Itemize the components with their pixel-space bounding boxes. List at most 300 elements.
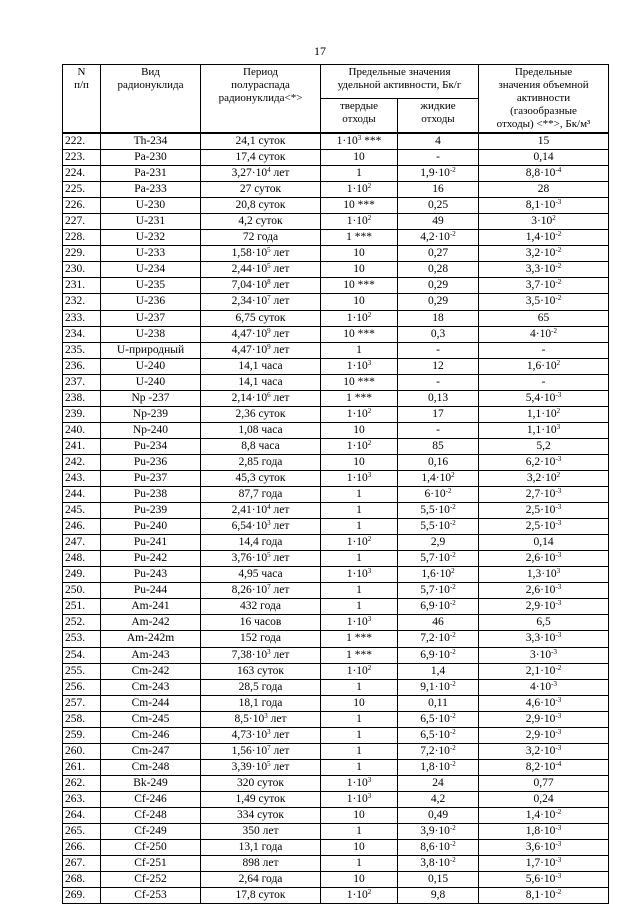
solid-activity: 10 *** bbox=[321, 326, 398, 342]
half-life: 898 лет bbox=[201, 856, 321, 872]
table-row bbox=[63, 711, 609, 727]
half-life: 24,1 суток bbox=[201, 133, 321, 150]
liquid-activity: $1,6\cdot 10^2$ bbox=[398, 567, 479, 583]
gas-activity: - bbox=[479, 342, 609, 358]
liquid-activity: 0,27 bbox=[398, 246, 479, 262]
nuclide-name: Pu-244 bbox=[101, 583, 201, 599]
gas-activity: 0,77 bbox=[479, 775, 609, 791]
solid-activity: 1 bbox=[321, 503, 398, 519]
half-life: $2,41\cdot 10^4$ лет bbox=[201, 503, 321, 519]
nuclide-name: Am-242 bbox=[101, 615, 201, 631]
table-row bbox=[63, 503, 609, 519]
solid-activity: 1 *** bbox=[321, 230, 398, 246]
liquid-activity: 0,29 bbox=[398, 294, 479, 310]
solid-activity: 10 bbox=[321, 294, 398, 310]
nuclide-name: Cm-246 bbox=[101, 727, 201, 743]
nuclide-name: Cf-253 bbox=[101, 888, 201, 904]
half-life: 13,1 года bbox=[201, 840, 321, 856]
nuclide-name: U-232 bbox=[101, 230, 201, 246]
liquid-activity: $5,5\cdot 10^{-2}$ bbox=[398, 519, 479, 535]
row-number: 236. bbox=[63, 358, 101, 374]
liquid-activity: $6,5\cdot 10^{-2}$ bbox=[398, 711, 479, 727]
solid-activity: 10 bbox=[321, 262, 398, 278]
gas-activity: $2,6\cdot 10^{-3}$ bbox=[479, 551, 609, 567]
row-number: 255. bbox=[63, 663, 101, 679]
row-number: 225. bbox=[63, 182, 101, 198]
row-number: 250. bbox=[63, 583, 101, 599]
half-life: 4,2 суток bbox=[201, 214, 321, 230]
gas-activity: - bbox=[479, 374, 609, 390]
half-life: $1,58\cdot 10^5$ лет bbox=[201, 246, 321, 262]
gas-activity: $3,2\cdot 10^{-3}$ bbox=[479, 743, 609, 759]
table-row bbox=[63, 470, 609, 486]
nuclide-name: U-233 bbox=[101, 246, 201, 262]
table-row bbox=[63, 214, 609, 230]
table-body bbox=[63, 133, 609, 904]
nuclide-name: U-237 bbox=[101, 310, 201, 326]
liquid-activity: 49 bbox=[398, 214, 479, 230]
solid-activity: $1\cdot 10^3$ bbox=[321, 470, 398, 486]
half-life: 8,8 часа bbox=[201, 438, 321, 454]
row-number: 269. bbox=[63, 888, 101, 904]
row-number: 243. bbox=[63, 470, 101, 486]
half-life: $3,39\cdot 10^5$ лет bbox=[201, 759, 321, 775]
row-number: 252. bbox=[63, 615, 101, 631]
row-number: 235. bbox=[63, 342, 101, 358]
solid-activity: $1\cdot 10^2$ bbox=[321, 888, 398, 904]
table-row bbox=[63, 840, 609, 856]
nuclide-name: Pu-237 bbox=[101, 470, 201, 486]
row-number: 261. bbox=[63, 759, 101, 775]
row-number: 247. bbox=[63, 535, 101, 551]
header-halflife: Период полураспада радионуклида<*> bbox=[201, 65, 321, 134]
half-life: $1,56\cdot 10^7$ лет bbox=[201, 743, 321, 759]
solid-activity: 1 *** bbox=[321, 631, 398, 647]
table-row bbox=[63, 856, 609, 872]
half-life: 17,4 суток bbox=[201, 150, 321, 166]
liquid-activity: 18 bbox=[398, 310, 479, 326]
half-life: $3,27\cdot 10^4$ лет bbox=[201, 166, 321, 182]
table-row bbox=[63, 551, 609, 567]
row-number: 232. bbox=[63, 294, 101, 310]
half-life: 6,75 суток bbox=[201, 310, 321, 326]
nuclide-name: Cm-245 bbox=[101, 711, 201, 727]
gas-activity: 0,24 bbox=[479, 791, 609, 807]
liquid-activity: $7,2\cdot 10^{-2}$ bbox=[398, 743, 479, 759]
liquid-activity: $5,7\cdot 10^{-2}$ bbox=[398, 583, 479, 599]
gas-activity: $3,5\cdot 10^{-2}$ bbox=[479, 294, 609, 310]
nuclide-name: Pa-230 bbox=[101, 150, 201, 166]
table-row bbox=[63, 807, 609, 823]
gas-activity: $3,3\cdot 10^{-2}$ bbox=[479, 262, 609, 278]
gas-activity: $1,1\cdot 10^2$ bbox=[479, 406, 609, 422]
row-number: 257. bbox=[63, 695, 101, 711]
table-row bbox=[63, 278, 609, 294]
gas-activity: $2,5\cdot 10^{-3}$ bbox=[479, 503, 609, 519]
half-life: $4,47\cdot 10^9$ лет bbox=[201, 342, 321, 358]
nuclide-name: Cf-251 bbox=[101, 856, 201, 872]
liquid-activity: 46 bbox=[398, 615, 479, 631]
gas-activity: $3\cdot 10^{-3}$ bbox=[479, 647, 609, 663]
half-life: 320 суток bbox=[201, 775, 321, 791]
gas-activity: $2,9\cdot 10^{-3}$ bbox=[479, 727, 609, 743]
row-number: 248. bbox=[63, 551, 101, 567]
liquid-activity: 12 bbox=[398, 358, 479, 374]
nuclide-name: Cm-248 bbox=[101, 759, 201, 775]
liquid-activity: 0,49 bbox=[398, 807, 479, 823]
gas-activity: $2,7\cdot 10^{-3}$ bbox=[479, 487, 609, 503]
half-life: 152 года bbox=[201, 631, 321, 647]
solid-activity: $1\cdot 10^3$ bbox=[321, 775, 398, 791]
gas-activity: $3,2\cdot 10^{-2}$ bbox=[479, 246, 609, 262]
gas-activity: $3\cdot 10^2$ bbox=[479, 214, 609, 230]
nuclide-name: Pu-243 bbox=[101, 567, 201, 583]
half-life: $7,38\cdot 10^3$ лет bbox=[201, 647, 321, 663]
liquid-activity: $9,1\cdot 10^{-2}$ bbox=[398, 679, 479, 695]
half-life: 72 года bbox=[201, 230, 321, 246]
solid-activity: 10 bbox=[321, 454, 398, 470]
table-row bbox=[63, 406, 609, 422]
liquid-activity: - bbox=[398, 342, 479, 358]
solid-activity: $1\cdot 10^2$ bbox=[321, 182, 398, 198]
nuclide-name: Cf-248 bbox=[101, 807, 201, 823]
half-life: 20,8 суток bbox=[201, 198, 321, 214]
solid-activity: 10 bbox=[321, 872, 398, 888]
row-number: 238. bbox=[63, 390, 101, 406]
header-volume-activity: Предельные значения объемной активности (газообразные отходы) <**>, Бк/м³ bbox=[479, 65, 609, 134]
gas-activity: $5,6\cdot 10^{-3}$ bbox=[479, 872, 609, 888]
solid-activity: $1\cdot 10^3$ *** bbox=[321, 133, 398, 150]
nuclide-table bbox=[62, 64, 609, 904]
half-life: $2,14\cdot 10^6$ лет bbox=[201, 390, 321, 406]
solid-activity: 10 bbox=[321, 807, 398, 823]
nuclide-name: Pu-239 bbox=[101, 503, 201, 519]
solid-activity: $1\cdot 10^2$ bbox=[321, 214, 398, 230]
half-life: $7,04\cdot 10^8$ лет bbox=[201, 278, 321, 294]
half-life: 163 суток bbox=[201, 663, 321, 679]
nuclide-name: Pu-242 bbox=[101, 551, 201, 567]
liquid-activity: 4,2 bbox=[398, 791, 479, 807]
table-row bbox=[63, 326, 609, 342]
nuclide-name: U-240 bbox=[101, 358, 201, 374]
table-row bbox=[63, 246, 609, 262]
half-life: 28,5 года bbox=[201, 679, 321, 695]
row-number: 260. bbox=[63, 743, 101, 759]
table-row bbox=[63, 438, 609, 454]
solid-activity: 10 bbox=[321, 695, 398, 711]
table-row bbox=[63, 519, 609, 535]
liquid-activity: $7,2\cdot 10^{-2}$ bbox=[398, 631, 479, 647]
solid-activity: 1 *** bbox=[321, 390, 398, 406]
half-life: 27 суток bbox=[201, 182, 321, 198]
nuclide-name: U-235 bbox=[101, 278, 201, 294]
gas-activity: $2,6\cdot 10^{-3}$ bbox=[479, 583, 609, 599]
table-row bbox=[63, 695, 609, 711]
row-number: 242. bbox=[63, 454, 101, 470]
gas-activity: $8,8\cdot 10^{-4}$ bbox=[479, 166, 609, 182]
table-row bbox=[63, 310, 609, 326]
nuclide-name: Np-240 bbox=[101, 422, 201, 438]
nuclide-name: Cf-246 bbox=[101, 791, 201, 807]
nuclide-name: Np -237 bbox=[101, 390, 201, 406]
half-life: 2,64 года bbox=[201, 872, 321, 888]
liquid-activity: - bbox=[398, 374, 479, 390]
gas-activity: $4,6\cdot 10^{-3}$ bbox=[479, 695, 609, 711]
liquid-activity: $3,8\cdot 10^{-2}$ bbox=[398, 856, 479, 872]
row-number: 230. bbox=[63, 262, 101, 278]
liquid-activity: $6,5\cdot 10^{-2}$ bbox=[398, 727, 479, 743]
liquid-activity: $3,9\cdot 10^{-2}$ bbox=[398, 824, 479, 840]
nuclide-name: Cf-250 bbox=[101, 840, 201, 856]
nuclide-name: Cf-252 bbox=[101, 872, 201, 888]
solid-activity: 1 bbox=[321, 727, 398, 743]
liquid-activity: $6,9\cdot 10^{-2}$ bbox=[398, 647, 479, 663]
table-row bbox=[63, 150, 609, 166]
table-row bbox=[63, 262, 609, 278]
gas-activity: $3,3\cdot 10^{-3}$ bbox=[479, 631, 609, 647]
solid-activity: 1 *** bbox=[321, 647, 398, 663]
table-row bbox=[63, 487, 609, 503]
nuclide-name: Pu-241 bbox=[101, 535, 201, 551]
gas-activity: $8,1\cdot 10^{-3}$ bbox=[479, 198, 609, 214]
liquid-activity: $6\cdot 10^{-2}$ bbox=[398, 487, 479, 503]
table-row bbox=[63, 663, 609, 679]
half-life: 18,1 года bbox=[201, 695, 321, 711]
nuclide-name: Am-241 bbox=[101, 599, 201, 615]
half-life: 1,49 суток bbox=[201, 791, 321, 807]
gas-activity: $2,9\cdot 10^{-3}$ bbox=[479, 711, 609, 727]
solid-activity: 1 bbox=[321, 519, 398, 535]
row-number: 254. bbox=[63, 647, 101, 663]
nuclide-name: Cm-243 bbox=[101, 679, 201, 695]
row-number: 228. bbox=[63, 230, 101, 246]
half-life: 17,8 суток bbox=[201, 888, 321, 904]
liquid-activity: 0,3 bbox=[398, 326, 479, 342]
solid-activity: 1 bbox=[321, 599, 398, 615]
nuclide-name: U-природный bbox=[101, 342, 201, 358]
half-life: 16 часов bbox=[201, 615, 321, 631]
header-solid: твердые отходы bbox=[321, 98, 398, 133]
solid-activity: $1\cdot 10^3$ bbox=[321, 358, 398, 374]
liquid-activity: 0,29 bbox=[398, 278, 479, 294]
row-number: 256. bbox=[63, 679, 101, 695]
table-row bbox=[63, 294, 609, 310]
row-number: 223. bbox=[63, 150, 101, 166]
solid-activity: 10 bbox=[321, 422, 398, 438]
table-row bbox=[63, 599, 609, 615]
half-life: 14,1 часа bbox=[201, 374, 321, 390]
table-row bbox=[63, 567, 609, 583]
solid-activity: 1 bbox=[321, 711, 398, 727]
solid-activity: $1\cdot 10^2$ bbox=[321, 535, 398, 551]
gas-activity: 6,5 bbox=[479, 615, 609, 631]
liquid-activity: $5,7\cdot 10^{-2}$ bbox=[398, 551, 479, 567]
table-row bbox=[63, 791, 609, 807]
nuclide-name: Cf-249 bbox=[101, 824, 201, 840]
liquid-activity: $1,8\cdot 10^{-2}$ bbox=[398, 759, 479, 775]
nuclide-name: Cm-247 bbox=[101, 743, 201, 759]
nuclide-name: Pa-233 bbox=[101, 182, 201, 198]
table-row bbox=[63, 743, 609, 759]
liquid-activity: 17 bbox=[398, 406, 479, 422]
row-number: 229. bbox=[63, 246, 101, 262]
liquid-activity: $8,6\cdot 10^{-2}$ bbox=[398, 840, 479, 856]
header-liquid: жидкие отходы bbox=[398, 98, 479, 133]
solid-activity: 10 bbox=[321, 246, 398, 262]
gas-activity: $1,3\cdot 10^3$ bbox=[479, 567, 609, 583]
nuclide-name: U-230 bbox=[101, 198, 201, 214]
table-row bbox=[63, 775, 609, 791]
row-number: 244. bbox=[63, 487, 101, 503]
liquid-activity: 24 bbox=[398, 775, 479, 791]
gas-activity: $5,4\cdot 10^{-3}$ bbox=[479, 390, 609, 406]
solid-activity: 1 bbox=[321, 342, 398, 358]
liquid-activity: - bbox=[398, 150, 479, 166]
solid-activity: 10 *** bbox=[321, 278, 398, 294]
solid-activity: $1\cdot 10^3$ bbox=[321, 567, 398, 583]
nuclide-name: Th-234 bbox=[101, 133, 201, 150]
solid-activity: 10 *** bbox=[321, 374, 398, 390]
half-life: 4,95 часа bbox=[201, 567, 321, 583]
table-row bbox=[63, 583, 609, 599]
liquid-activity: 4 bbox=[398, 133, 479, 150]
row-number: 259. bbox=[63, 727, 101, 743]
row-number: 237. bbox=[63, 374, 101, 390]
table-row bbox=[63, 759, 609, 775]
gas-activity: $1,8\cdot 10^{-3}$ bbox=[479, 824, 609, 840]
gas-activity: $4\cdot 10^{-2}$ bbox=[479, 326, 609, 342]
gas-activity: $8,1\cdot 10^{-2}$ bbox=[479, 888, 609, 904]
half-life: 45,3 суток bbox=[201, 470, 321, 486]
half-life: 2,36 суток bbox=[201, 406, 321, 422]
table-row bbox=[63, 342, 609, 358]
solid-activity: $1\cdot 10^2$ bbox=[321, 438, 398, 454]
half-life: 14,4 года bbox=[201, 535, 321, 551]
half-life: 334 суток bbox=[201, 807, 321, 823]
nuclide-name: Np-239 bbox=[101, 406, 201, 422]
row-number: 226. bbox=[63, 198, 101, 214]
liquid-activity: 0,25 bbox=[398, 198, 479, 214]
table-row bbox=[63, 182, 609, 198]
solid-activity: 1 bbox=[321, 759, 398, 775]
row-number: 265. bbox=[63, 824, 101, 840]
half-life: $4,73\cdot 10^3$ лет bbox=[201, 727, 321, 743]
table-row bbox=[63, 166, 609, 182]
solid-activity: 1 bbox=[321, 166, 398, 182]
nuclide-name: Bk-249 bbox=[101, 775, 201, 791]
row-number: 234. bbox=[63, 326, 101, 342]
header-nuclide: Вид радионуклида bbox=[101, 65, 201, 134]
liquid-activity: 2,9 bbox=[398, 535, 479, 551]
liquid-activity: 85 bbox=[398, 438, 479, 454]
solid-activity: 10 bbox=[321, 840, 398, 856]
solid-activity: $1\cdot 10^2$ bbox=[321, 406, 398, 422]
nuclide-name: Pa-231 bbox=[101, 166, 201, 182]
solid-activity: 10 bbox=[321, 150, 398, 166]
gas-activity: $1,7\cdot 10^{-3}$ bbox=[479, 856, 609, 872]
header-specific-activity: Предельные значения удельной активности, Бк/г bbox=[321, 65, 479, 99]
gas-activity: $3,7\cdot 10^{-2}$ bbox=[479, 278, 609, 294]
liquid-activity: 0,16 bbox=[398, 454, 479, 470]
table-row bbox=[63, 230, 609, 246]
gas-activity: $2,5\cdot 10^{-3}$ bbox=[479, 519, 609, 535]
table-row bbox=[63, 374, 609, 390]
row-number: 239. bbox=[63, 406, 101, 422]
nuclide-name: Pu-236 bbox=[101, 454, 201, 470]
page-number: 17 bbox=[314, 44, 326, 58]
solid-activity: 10 *** bbox=[321, 198, 398, 214]
gas-activity: $1,4\cdot 10^{-2}$ bbox=[479, 807, 609, 823]
solid-activity: 1 bbox=[321, 583, 398, 599]
row-number: 245. bbox=[63, 503, 101, 519]
gas-activity: 5,2 bbox=[479, 438, 609, 454]
solid-activity: $1\cdot 10^3$ bbox=[321, 615, 398, 631]
nuclide-name: U-238 bbox=[101, 326, 201, 342]
solid-activity: 1 bbox=[321, 487, 398, 503]
nuclide-name: Pu-240 bbox=[101, 519, 201, 535]
liquid-activity: $1,9\cdot 10^{-2}$ bbox=[398, 166, 479, 182]
row-number: 240. bbox=[63, 422, 101, 438]
table-row bbox=[63, 727, 609, 743]
solid-activity: $1\cdot 10^2$ bbox=[321, 663, 398, 679]
row-number: 249. bbox=[63, 567, 101, 583]
liquid-activity: 0,15 bbox=[398, 872, 479, 888]
table-row bbox=[63, 422, 609, 438]
half-life: $8,5\cdot 10^3$ лет bbox=[201, 711, 321, 727]
gas-activity: 65 bbox=[479, 310, 609, 326]
gas-activity: $2,1\cdot 10^{-2}$ bbox=[479, 663, 609, 679]
solid-activity: 1 bbox=[321, 824, 398, 840]
gas-activity: 0,14 bbox=[479, 535, 609, 551]
liquid-activity: $6,9\cdot 10^{-2}$ bbox=[398, 599, 479, 615]
liquid-activity: 0,11 bbox=[398, 695, 479, 711]
table-row bbox=[63, 454, 609, 470]
nuclide-name: U-240 bbox=[101, 374, 201, 390]
gas-activity: $2,9\cdot 10^{-3}$ bbox=[479, 599, 609, 615]
liquid-activity: 0,13 bbox=[398, 390, 479, 406]
gas-activity: $3,6\cdot 10^{-3}$ bbox=[479, 840, 609, 856]
table-row bbox=[63, 872, 609, 888]
solid-activity: 1 bbox=[321, 743, 398, 759]
table-row bbox=[63, 615, 609, 631]
gas-activity: 28 bbox=[479, 182, 609, 198]
table-row bbox=[63, 198, 609, 214]
table-row bbox=[63, 535, 609, 551]
row-number: 246. bbox=[63, 519, 101, 535]
half-life: 87,7 года bbox=[201, 487, 321, 503]
gas-activity: $6,2\cdot 10^{-3}$ bbox=[479, 454, 609, 470]
gas-activity: $4\cdot 10^{-3}$ bbox=[479, 679, 609, 695]
table-row bbox=[63, 390, 609, 406]
liquid-activity: 9,8 bbox=[398, 888, 479, 904]
nuclide-name: Am-242m bbox=[101, 631, 201, 647]
gas-activity: $8,2\cdot 10^{-4}$ bbox=[479, 759, 609, 775]
solid-activity: 1 bbox=[321, 679, 398, 695]
half-life: $2,34\cdot 10^7$ лет bbox=[201, 294, 321, 310]
gas-activity: 0,14 bbox=[479, 150, 609, 166]
row-number: 251. bbox=[63, 599, 101, 615]
row-number: 267. bbox=[63, 856, 101, 872]
nuclide-name: Cm-242 bbox=[101, 663, 201, 679]
row-number: 262. bbox=[63, 775, 101, 791]
row-number: 222. bbox=[63, 133, 101, 150]
half-life: $4,47\cdot 10^9$ лет bbox=[201, 326, 321, 342]
row-number: 266. bbox=[63, 840, 101, 856]
liquid-activity: $5,5\cdot 10^{-2}$ bbox=[398, 503, 479, 519]
row-number: 264. bbox=[63, 807, 101, 823]
half-life: 350 лет bbox=[201, 824, 321, 840]
table-row bbox=[63, 133, 609, 150]
